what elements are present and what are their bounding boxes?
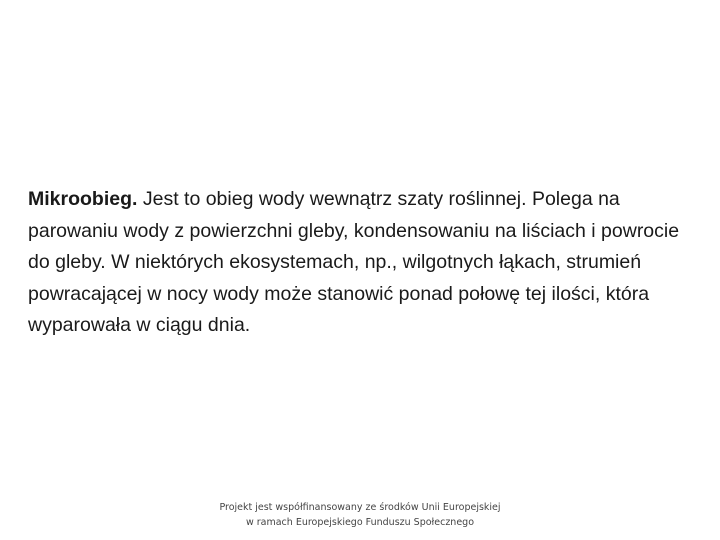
funding-footer — [0, 500, 720, 530]
footer-line-2: w ramach Europejskiego Funduszu Społecznego — [245, 517, 475, 528]
term-heading: Mikroobieg. — [28, 188, 138, 210]
body-paragraph — [28, 184, 698, 342]
footer-line-1: Projekt jest współfinansowany ze środków Unii Europejskiej — [219, 502, 501, 513]
definition-text: Jest to obieg wody wewnątrz szaty roślinnej. Polega na parowaniu wody z powierzchni gleby, kondensowaniu na liściach i powrocie do gleby. W niektórych ekosystemach, np., wilgotnych łąkach, strumień powracającej w nocy wody może stanowić ponad połowę tej ilości, która wyparowała w ciągu dnia. — [28, 188, 680, 336]
